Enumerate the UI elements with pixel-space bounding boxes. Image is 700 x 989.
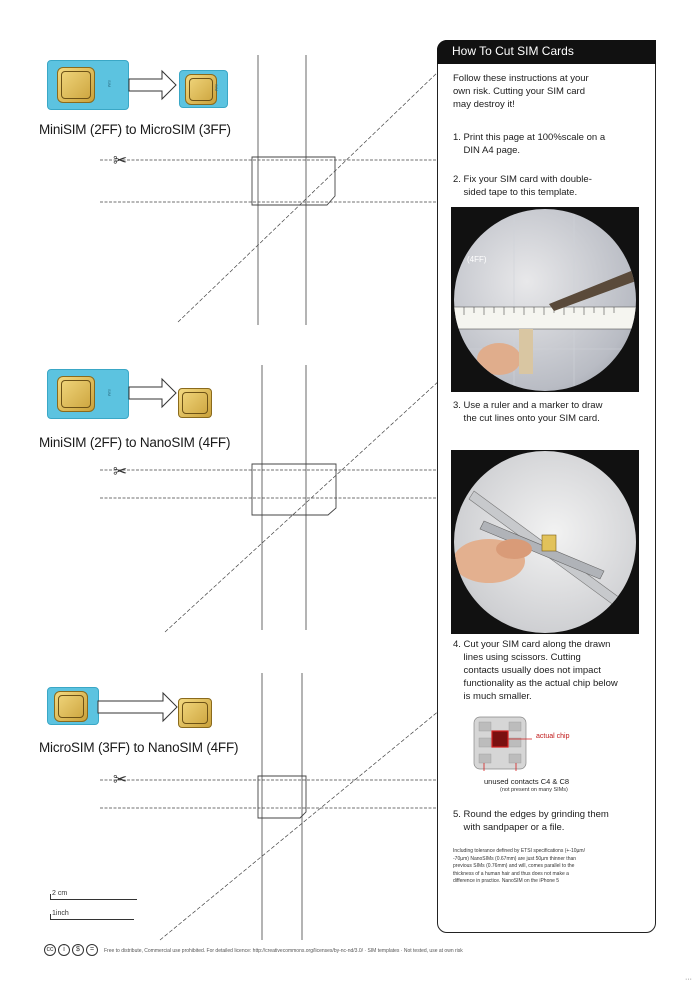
arrow-right-icon <box>97 690 179 724</box>
section-title-1: MiniSIM (2FF) to MicroSIM (3FF) <box>39 122 231 137</box>
sim-chip-icon <box>57 376 95 412</box>
scale-inch-label: 1inch <box>52 910 69 917</box>
actual-chip-label: actual chip <box>536 733 570 740</box>
scissors-photo-circle <box>454 451 636 633</box>
step-2-text: 2. Fix your SIM card with double- sided tape to this template. <box>453 174 592 198</box>
chip-diagram <box>470 713 640 775</box>
corner-dots: ··· <box>685 976 692 983</box>
scissors-icon: ✂ <box>113 770 128 789</box>
photo-1-label: (4FF) <box>467 255 487 264</box>
scissors-photo <box>451 450 639 634</box>
minisim-card-2 <box>47 369 129 419</box>
nanosim-card-2 <box>178 388 212 418</box>
sim-card-label: SIM <box>214 83 220 92</box>
microsim-card-3 <box>47 687 99 725</box>
cc-nd-icon: = <box>86 944 98 956</box>
nanosim-card-3 <box>178 698 212 728</box>
microsim-card-1 <box>179 70 228 108</box>
panel-title: How To Cut SIM Cards <box>452 44 574 58</box>
sim-chip-icon <box>57 67 95 103</box>
step-5-text: 5. Round the edges by grinding them with sandpaper or a file. <box>453 809 609 833</box>
step-4-text: 4. Cut your SIM card along the drawn lines using scissors. Cutting contacts usually does not impact functionality as the actual chip below is much smaller. <box>453 639 618 702</box>
section-title-3: MicroSIM (3FF) to NanoSIM (4FF) <box>39 740 239 755</box>
cc-license-icon: cc <box>44 944 56 956</box>
cc-nc-icon: $ <box>72 944 84 956</box>
sim-card-label: SIM <box>107 388 113 397</box>
sim-chip-icon <box>54 691 88 722</box>
cc-by-icon: i <box>58 944 70 956</box>
arrow-right-icon <box>128 376 178 410</box>
sim-card-label: SIM <box>107 79 113 88</box>
tolerance-note: Including tolerance defined by ETSI specifications (+-10µm/ -70µm) NanoSIMs (0.67mm) are just 50µm thinner than previous SIMs (0.76mm) and will, comes parallel to the thickness of a human hair and thus does not make a difference in practice. NanoSIM on the iPhone 5 <box>453 848 585 884</box>
ruler-photo <box>451 207 639 392</box>
panel-header-tab <box>630 40 656 64</box>
scale-inch-bar <box>50 914 134 920</box>
intro-text: Follow these instructions at your own risk. Cutting your SIM card may destroy it! <box>453 73 589 110</box>
unused-contacts-note: (not present on many SIMs) <box>500 787 568 793</box>
section-title-2: MiniSIM (2FF) to NanoSIM (4FF) <box>39 435 231 450</box>
unused-contacts-label: unused contacts C4 & C8 <box>484 777 570 786</box>
arrow-right-icon <box>128 68 178 102</box>
ruler-photo-circle <box>454 209 636 391</box>
scale-cm-label: 2 cm <box>52 890 68 897</box>
scale-cm-bar <box>50 894 137 900</box>
scissors-icon: ✂ <box>113 151 128 170</box>
step-3-text: 3. Use a ruler and a marker to draw the cut lines onto your SIM card. <box>453 400 603 424</box>
minisim-card-1 <box>47 60 129 110</box>
footer-license-text: Free to distribute, Commercial use prohibited. For detailed licence: http://creativecommons.org/licenses/by-nc-nd/3.0/ · SIM templates · Not tested, use at own risk <box>104 948 463 954</box>
sim-chip-icon <box>185 74 220 105</box>
step-1-text: 1. Print this page at 100%scale on a DIN A4 page. <box>453 132 606 156</box>
scissors-icon: ✂ <box>113 462 128 481</box>
